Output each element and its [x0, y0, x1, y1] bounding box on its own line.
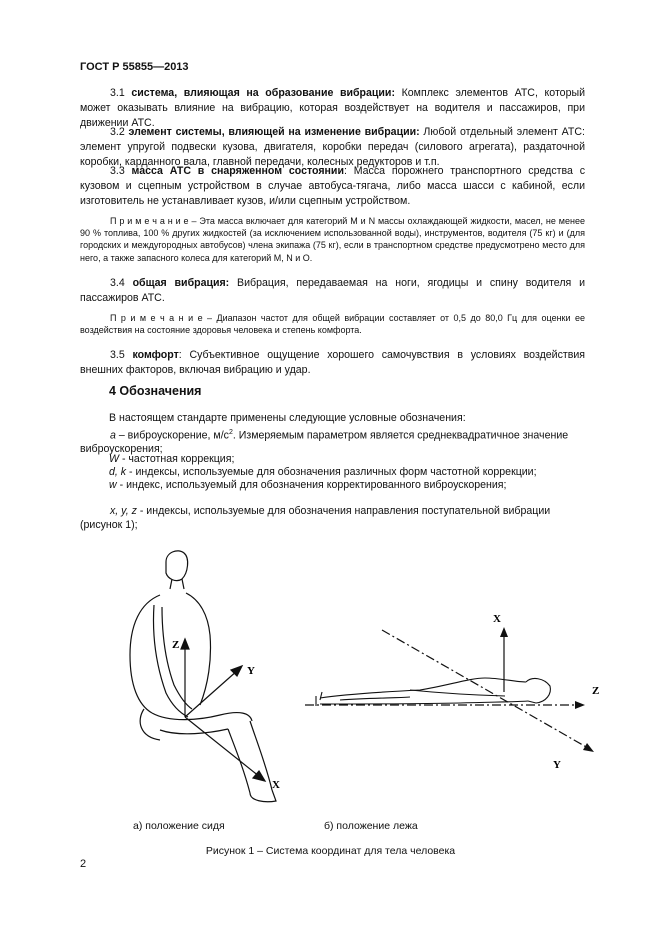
sit-axis-z-label: Z [172, 639, 180, 651]
clause-3-4: 3.4 общая вибрация: Вибрация, передаваемая на ноги, ягодицы и спину водителя и пассажиров АТС. [80, 277, 585, 305]
y-axis-arrowhead [583, 743, 594, 752]
term-3-5: комфорт [132, 349, 179, 361]
symbol-a: a – виброускорение, $м/с^2$. Измеряемым параметром является среднеквадратичное значение виброускорения; [80, 429, 569, 456]
clause-3-3: 3.3 масса АТС в снаряженном состоянии: Масса порожнего транспортного средства с кузовом и сцепным устройством в случае автобуса-тягача, либо масса шасси с кабиной, если изготовитель не устанавливает кузов, и/или сцепным устройством. [80, 165, 585, 208]
caption-sitting: а) положение сидя [133, 820, 225, 832]
symbol-w: W - частотная коррекция; [109, 453, 235, 465]
lie-axis-y-label: Y [553, 759, 561, 771]
x-axis-line [185, 717, 260, 777]
symbol-w-index: w - индекс, используемый для обозначения корректированного виброускорения; [109, 479, 507, 491]
y-axis-line [185, 670, 238, 717]
sit-axis-x-label: X [272, 779, 280, 791]
figure-title: Рисунок 1 – Система координат для тела человека [205, 845, 456, 857]
term-3-3: масса АТС в снаряженном состоянии [131, 165, 344, 177]
section-4-title: 4 Обозначения [109, 384, 202, 398]
clause-3-2: 3.2 элемент системы, влияющей на изменение вибрации: Любой отдельный элемент АТС: элемент упругой подвески кузова, двигателя, коробки передач (силового агрегата), раздаточной коробки, карданного вала, главной передачи, колесных редукторов и т.п. [80, 126, 585, 169]
document-header: ГОСТ Р 55855—2013 [80, 61, 189, 73]
lie-axis-z-label: Z [592, 685, 600, 697]
term-3-4: общая вибрация: [132, 277, 230, 289]
page-number: 2 [80, 858, 87, 870]
clause-3-1: 3.1 система, влияющая на образование вибрации: Комплекс элементов АТС, который может оказывать влияние на вибрацию, которая воздействует на водителя и пассажиров, при движении АТС. [80, 87, 585, 130]
x-axis-arrowhead [500, 627, 508, 637]
sitting-figure-diagram [100, 545, 310, 810]
head-outline [166, 551, 188, 581]
symbol-dk: d, k - индексы, используемые для обозначения различных форм частотной коррекции; [109, 466, 537, 478]
caption-lying: б) положение лежа [324, 820, 418, 832]
z-axis-arrowhead [181, 639, 189, 649]
term-3-2: элемент системы, влияющей на изменение вибрации: [128, 126, 420, 138]
z-axis-arrowhead [575, 701, 585, 709]
note-2: П р и м е ч а н и е – Диапазон частот для общей вибрации составляет от 0,5 до 80,0 Гц для оценки ее воздействия на состояние здоровья человека и степень комфорта. [80, 313, 585, 336]
y-axis-line [382, 630, 588, 748]
clause-3-5: 3.5 комфорт: Субъективное ощущение хорошего самочувствия в условиях воздействия внешних факторов, включая вибрацию и удар. [80, 349, 586, 377]
lie-axis-x-label: X [493, 613, 501, 625]
symbol-xyz: x, y, z - индексы, используемые для обозначения направления поступательной вибрации (рисунок 1); [80, 505, 551, 531]
lying-body-outline [316, 678, 550, 706]
lying-figure-diagram [300, 600, 600, 775]
section-4-intro: В настоящем стандарте применены следующие условные обозначения: [109, 412, 466, 424]
sit-axis-y-label: Y [247, 665, 255, 677]
note-1: П р и м е ч а н и е – Эта масса включает для категорий M и N массы охлаждающей жидкости, масел, не менее 90 % топлива, 100 % других жидкостей (за исключением использованной воды), инструментов, водителя (75 кг) и (для городских и междугородных автобусов) члена экипажа (75 кг), если в транспортном средстве предусмотрено место для него, а также запасного колеса для категорий M, N и O. [80, 216, 585, 263]
term-3-1: система, влияющая на образование вибрации: [131, 87, 395, 99]
